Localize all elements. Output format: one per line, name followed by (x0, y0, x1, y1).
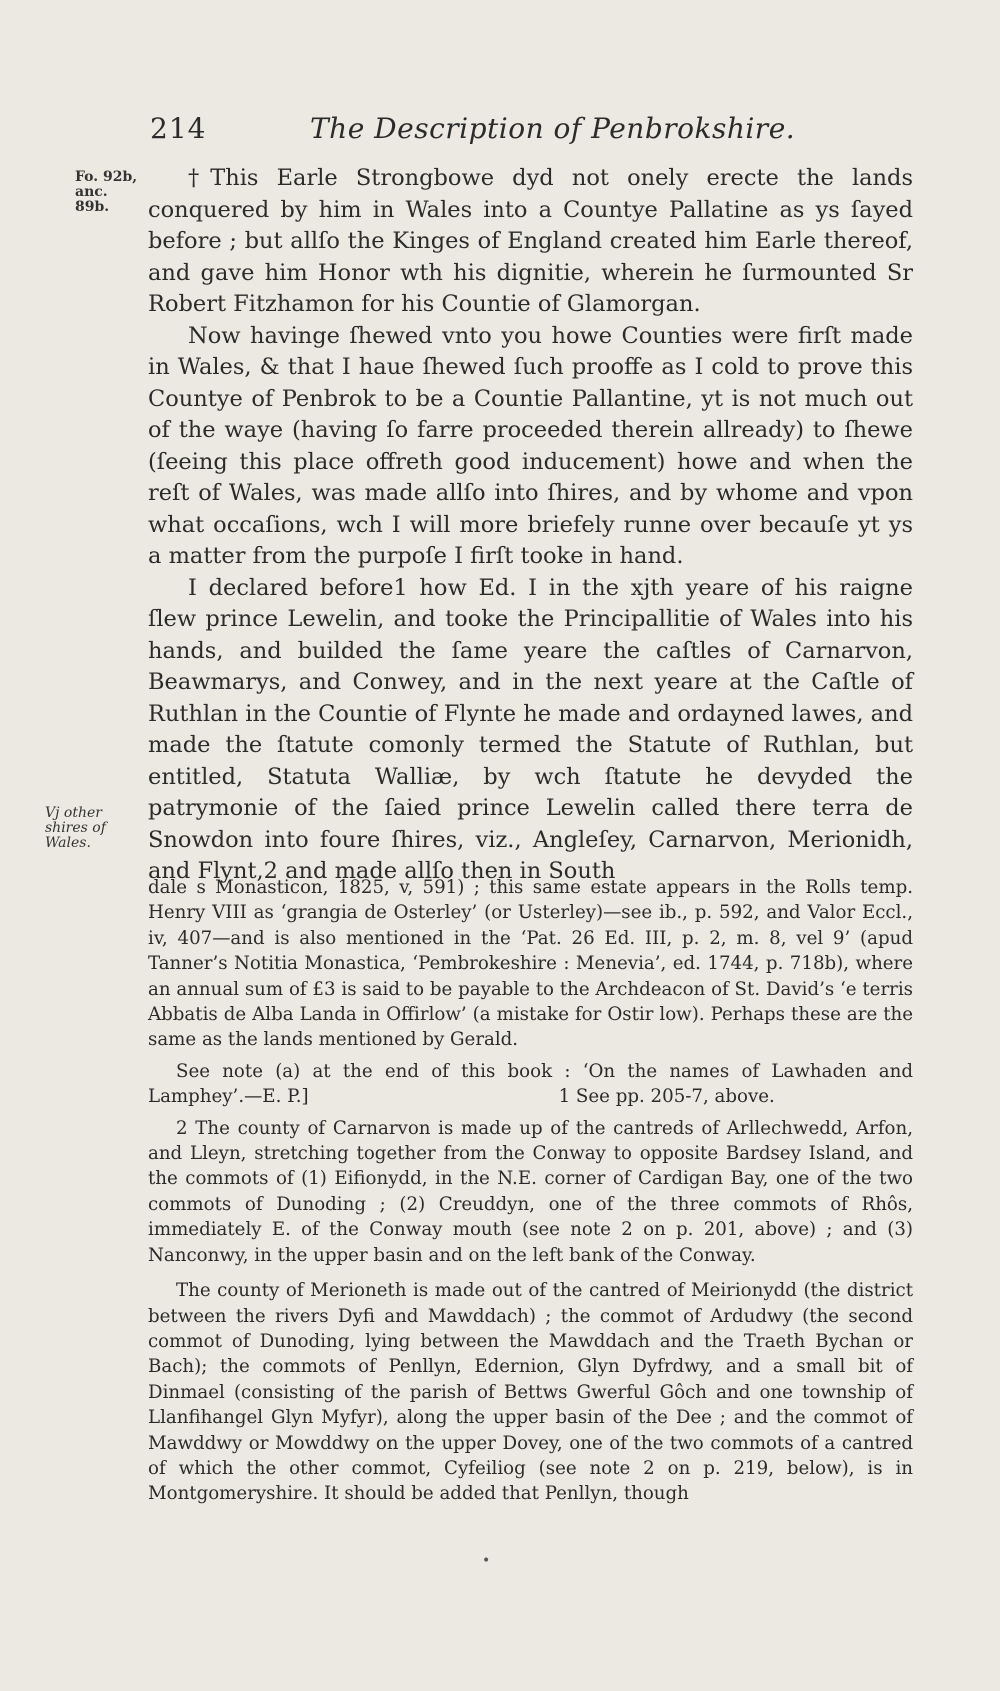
page-header (150, 112, 910, 152)
paragraph-shires: I declared before1 how Ed. I in the xjth yeare of his raigne ſlew prince Lewelin, and tooke the Principallitie of Wales into his hands, and builded the ſame yeare the caſtles of Carnarvon, Beawmarys, and Conwey, and in the next yeare at the Caſtle of Ruthlan in the Countie of Flynte he made and ordayned lawes, and made the ſtatute comonly termed the Statute of Ruthlan, but entitled, Statuta Walliæ, by wch ſtatute he devyded the patrymonie of the ſaied prince Lewelin called there terra de Snowdon into foure ſhires, viz., Angleſey, Carnarvon, Merionidh, and Flynt,2 and made allſo then in South (148, 574, 913, 884)
paragraph-counties: Now havinge ſhewed vnto you howe Counties were firſt made in Wales, & that I haue ſhewed ſuch prooffe as I cold to prove this Countye of Penbrok to be a Countie Pallantine, yt is not much out of the waye (having ſo farre proceeded therein allready) to ſhewe (ſeeing this place offreth good inducement) howe and when the reſt of Wales, was made allſo into ſhires, and by whome and vpon what occaſions, wch I will more briefely runne over becauſe yt ys a matter from the purpoſe I firſt tooke in hand. (148, 322, 913, 569)
margin-note-folio: Fo. 92b, anc. 89b. (75, 169, 138, 215)
footnote-see-note (148, 1059, 913, 1110)
main-text (148, 163, 913, 888)
footnote-2-carnarvon: 2 The county of Carnarvon is made up of the cantreds of Arllechwedd, Arfon, and Lleyn, stretching together from the Conway to opposite Bardsey Island, and the commots of (1) Eifionydd, in the N.E. corner of Cardigan Bay, one of the two commots of Dunoding ; (2) Creuddyn, one of the three commots of Rhôs, immediately E. of the Conway mouth (see note 2 on p. 201, above) ; and (3) Nanconwy, in the upper basin and on the left bank of the Conway. (148, 1117, 913, 1266)
footnote-continued: dale s Monasticon, 1825, v, 591) ; this same estate appears in the Rolls temp. Henry VIII as ‘grangia de Osterley’ (or Usterley)—see ib., p. 592, and Valor Eccl., iv, 407—and is also mentioned in the ‘Pat. 26 Ed. III, p. 2, m. 8, vel 9’ (apud Tanner’s Notitia Monastica, ‘Pembrokeshire : Menevia’, ed. 1744, p. 718b), where an annual sum of £3 is said to be payable to the Archdeacon of St. David’s ‘e terris Abbatis de Alba Landa in Offirlow’ (a mistake for Ostir low). Perhaps these are the same as the lands mentioned by Gerald. (148, 877, 913, 1051)
footnote-2-merioneth: The county of Merioneth is made out of the cantred of Meirionydd (the district between the rivers Dyfi and Mawddach) ; the commot of Ardudwy (the second commot of Dunoding, lying between the Mawddach and the Traeth Bychan or Bach); the commots of Penllyn, Edernion, Glyn Dyfrdwy, and a small bit of Dinmael (consisting of the parish of Bettws Gwerful Gôch and one township of Llanfihangel Glyn Myfyr), along the upper basin of the Dee ; and the commot of Mawddwy or Mowddwy on the upper Dovey, one of the two commots of a cantred of which the other commot, Cyfeiliog (see note 2 on p. 219, below), is in Montgomeryshire. It should be added that Penllyn, though (148, 1280, 913, 1505)
paragraph-strongbowe: †This Earle Strongbowe dyd not onely erecte the lands conquered by him in Wales into a Countye Pallatine as ys ſayed before ; but allſo the Kinges of England created him Earle thereof, and gave him Honor wth his dignitie, wherein he ſurmounted Sr Robert Fitzhamon for his Countie of Glamorgan. (148, 165, 913, 317)
footnote-1: 1 See pp. 205-7, above. (558, 1086, 775, 1108)
footnotes (148, 875, 913, 1507)
running-title: The Description of Penbrokshire. (310, 112, 796, 145)
footnote-see-note-text: See note (a) at the end of this book : ‘On the names of Lawhaden and Lamphey’.—E. P.] (148, 1060, 913, 1108)
page-number: 214 (150, 112, 207, 145)
margin-note-shires: Vj other shires of Wales. (45, 805, 106, 851)
stray-mark: • (482, 1553, 491, 1569)
